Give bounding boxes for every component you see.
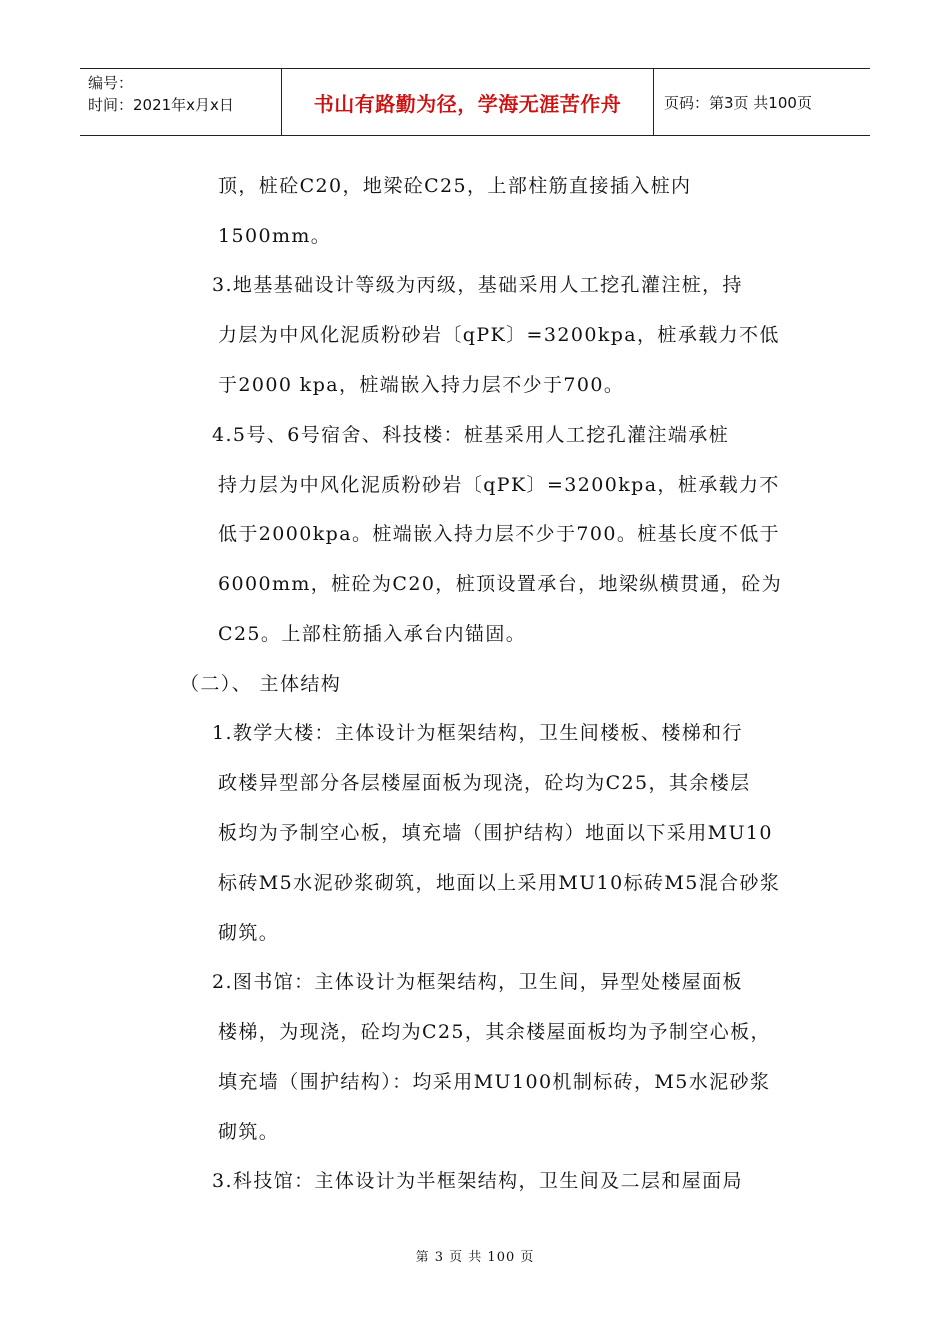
text-line: 1.教学大楼：主体设计为框架结构，卫生间楼板、楼梯和行 [212, 722, 743, 744]
text-line: 力层为中风化泥质粉砂岩〔qPK〕=3200kpa，桩承载力不低 [218, 324, 780, 346]
text-line: 3.地基基础设计等级为丙级，基础采用人工挖孔灌注桩，持 [212, 274, 743, 296]
text-line: 填充墙（围护结构）：均采用MU100机制标砖，M5水泥砂浆 [218, 1071, 771, 1093]
page-header [80, 68, 870, 136]
text-line: 低于2000kpa。桩端嵌入持力层不少于700。桩基长度不低于 [218, 523, 781, 545]
text-line: 楼梯，为现浇，砼均为C25，其余楼屋面板均为予制空心板， [218, 1021, 771, 1043]
text-line: 标砖M5水泥砂浆砌筑，地面以上采用MU10标砖M5混合砂浆 [218, 872, 781, 894]
text-line: 1500mm。 [218, 225, 332, 247]
document-number-label: 编号： [88, 74, 134, 92]
text-line: 持力层为中风化泥质粉砂岩〔qPK〕=3200kpa，桩承载力不 [218, 474, 780, 496]
text-line: 砌筑。 [218, 1121, 280, 1143]
text-line: 4.5号、6号宿舍、科技楼：桩基采用人工挖孔灌注端承桩 [212, 424, 730, 446]
text-line: 于2000 kpa，桩端嵌入持力层不少于700。 [218, 374, 625, 396]
header-motto: 书山有路勤为径，学海无涯苦作舟 [313, 91, 622, 116]
text-line: 板均为予制空心板，填充墙（围护结构）地面以下采用MU10 [218, 822, 773, 844]
text-line: 6000mm，桩砼为C20，桩顶设置承台，地梁纵横贯通，砼为 [218, 573, 783, 595]
section-heading: （二）、 主体结构 [180, 673, 342, 695]
text-line: 3.科技馆：主体设计为半框架结构，卫生间及二层和屋面局 [212, 1170, 743, 1192]
text-line: 顶，桩砼C20，地梁砼C25，上部柱筋直接插入桩内 [218, 175, 692, 197]
text-line: C25。上部柱筋插入承台内锚固。 [218, 623, 527, 645]
text-line: 2.图书馆：主体设计为框架结构，卫生间，异型处楼屋面板 [212, 971, 743, 993]
page-footer: 第 3 页 共 100 页 [415, 1250, 535, 1265]
header-motto-cell [282, 69, 654, 135]
header-meta [80, 69, 282, 135]
text-line: 砌筑。 [218, 922, 280, 944]
document-date: 时间：2021年x月x日 [88, 96, 234, 114]
text-line: 政楼异型部分各层楼屋面板为现浇，砼均为C25，其余楼层 [218, 772, 751, 794]
header-page-info: 页码：第3页 共100页 [664, 93, 812, 112]
